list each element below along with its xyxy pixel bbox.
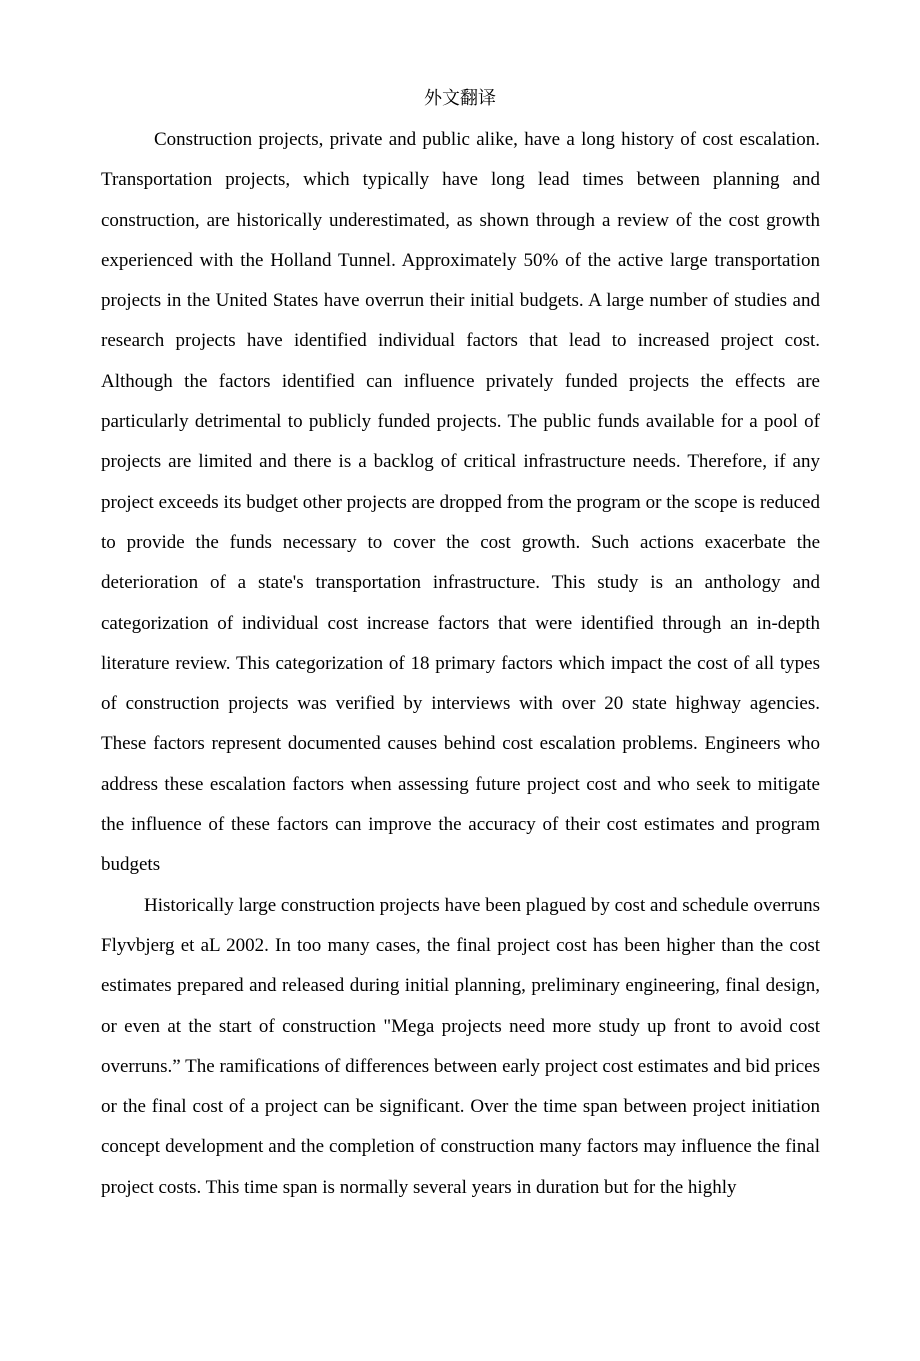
paragraph-1: Construction projects, private and public alike, have a long history of cost escalation. Transportation projects, which typically have long lead times between planning and construction, are historically underestimated, as shown through a review of the cost growth experienced with the Holland Tunnel. Approximately 50% of the active large transportation projects in the United States have overrun their initial budgets. A large number of studies and research projects have identified individual factors that lead to increased project cost. Although the factors identified can influence privately funded projects the effects are particularly detrimental to publicly funded projects. The public funds available for a pool of projects are limited and there is a backlog of critical infrastructure needs. Therefore, if any project exceeds its budget other projects are dropped from the program or the scope is reduced to provide the funds necessary to cover the cost growth. Such actions exacerbate the deterioration of a state's transportation infrastructure. This study is an anthology and categorization of individual cost increase factors that were identified through an in-depth literature review. This categorization of 18 primary factors which impact the cost of all types of construction projects was verified by interviews with over 20 state highway agencies. These factors represent documented causes behind cost escalation problems. Engineers who address these escalation factors when assessing future project cost and who seek to mitigate the influence of these factors can improve the accuracy of their cost estimates and program budgets	[101, 129, 820, 876]
paragraph-2: Historically large construction projects have been plagued by cost and schedule overruns Flyvbjerg et aL 2002. In too many cases, the final project cost has been higher than the cost estimates prepared and released during initial planning, preliminary engineering, final design, or even at the start of construction "Mega projects need more study up front to avoid cost overruns.” The ramifications of differences between early project cost estimates and bid prices or the final cost of a project can be significant. Over the time span between project initiation concept development and the completion of construction many factors may influence the final project costs. This time span is normally several years in duration but for the highly	[101, 894, 820, 1198]
page-title: 外文翻译	[424, 88, 496, 109]
body-text	[101, 120, 820, 1208]
